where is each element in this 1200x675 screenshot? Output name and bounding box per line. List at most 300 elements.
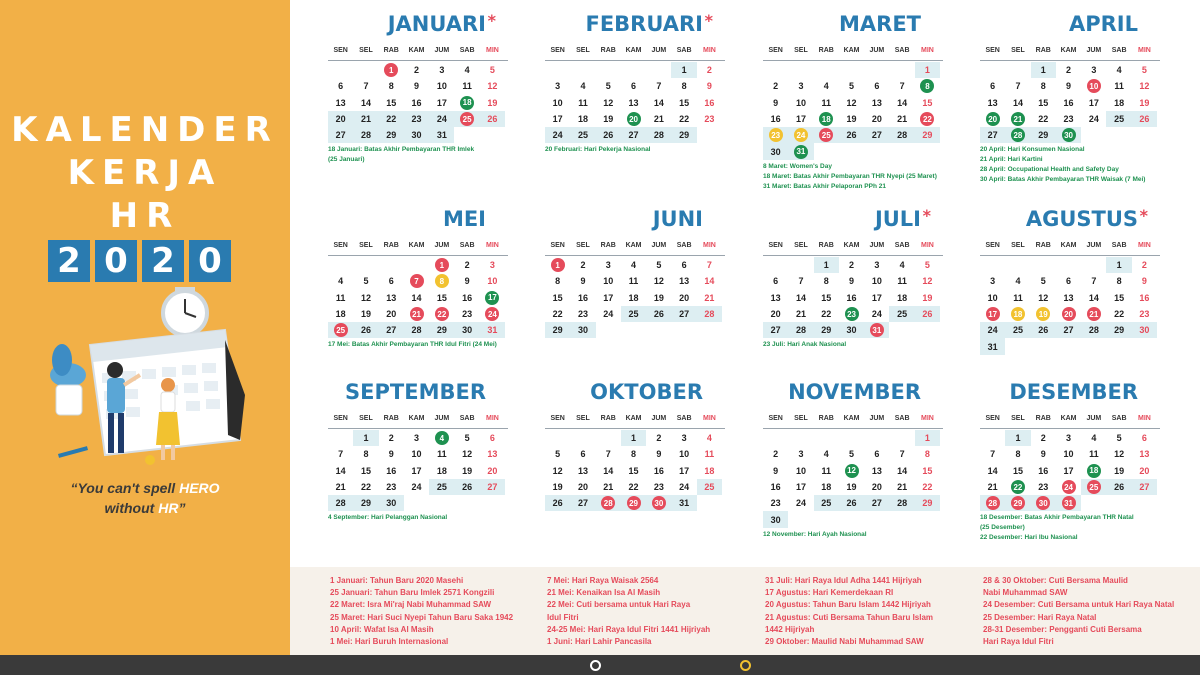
day-cell: 12 [922, 276, 933, 287]
day-cell: 9 [849, 276, 855, 287]
month-februari [545, 10, 725, 155]
day-cell: 30 [763, 511, 788, 527]
red-marked-day: 25 [1087, 480, 1101, 494]
empty-cell [1031, 257, 1056, 273]
day-cell: 17 [552, 114, 563, 125]
green-marked-day: 30 [1062, 128, 1076, 142]
day-cell: 1 [353, 430, 378, 446]
weekday-label: RAB [1035, 47, 1051, 54]
day-cell [454, 111, 479, 127]
note-line: 4 September: Hari Pelanggan Nasional [328, 514, 448, 522]
day-cell: 22 [821, 309, 832, 320]
day-grid [328, 62, 508, 143]
day-cell [480, 306, 505, 322]
weekday-label: SAB [894, 47, 910, 54]
day-cell: 1 [1005, 430, 1030, 446]
day-cell: 24 [411, 482, 422, 493]
day-grid [763, 430, 943, 528]
weekday-label: MIN [486, 242, 499, 249]
day-cell: 13 [871, 465, 882, 476]
empty-cell [353, 257, 378, 273]
day-cell: 7 [706, 260, 712, 271]
empty-cell [545, 62, 570, 78]
day-cell: 9 [1141, 276, 1147, 287]
day-cell: 5 [605, 81, 611, 92]
green-marked-day: 31 [794, 145, 808, 159]
day-cell: 21 [335, 482, 346, 493]
day-cell: 10 [795, 465, 806, 476]
day-cell: 17 [411, 465, 422, 476]
day-cell: 29 [353, 495, 378, 511]
empty-cell [646, 62, 671, 78]
weekday-label: SAB [676, 242, 692, 249]
day-cell: 17 [679, 465, 690, 476]
day-cell: 4 [580, 81, 586, 92]
day-cell: 14 [603, 465, 614, 476]
green-marked-day: 17 [485, 291, 499, 305]
day-cell: 19 [462, 465, 473, 476]
day-cell: 24 [429, 111, 454, 127]
day-cell: 17 [795, 482, 806, 493]
month-notes [763, 340, 943, 350]
day-cell: 24 [679, 482, 690, 493]
holiday-item: 1 Mei: Hari Buruh Internasional [330, 637, 449, 647]
green-marked-day: 4 [435, 431, 449, 445]
red-marked-day: 25 [819, 128, 833, 142]
day-cell: 3 [874, 260, 880, 271]
weekday-label: RAB [1035, 242, 1051, 249]
day-cell [1005, 127, 1030, 143]
yellow-marked-day: 8 [435, 274, 449, 288]
day-cell: 11 [1114, 81, 1124, 92]
month-notes [545, 145, 725, 155]
day-cell: 6 [681, 260, 687, 271]
day-cell: 27 [1132, 479, 1157, 495]
weekday-header [545, 412, 725, 429]
weekday-label: MIN [703, 242, 716, 249]
day-cell: 2 [388, 433, 394, 444]
holiday-item: 29 Oktober: Maulid Nabi Muhammad SAW [765, 637, 924, 647]
weekday-label: SEN [333, 242, 348, 249]
day-cell: 27 [379, 322, 404, 338]
empty-cell [1005, 257, 1030, 273]
day-cell: 5 [656, 260, 662, 271]
day-cell: 20 [1139, 465, 1150, 476]
yellow-marked-day: 19 [1036, 307, 1050, 321]
weekday-label: RAB [818, 242, 834, 249]
day-cell: 15 [821, 292, 832, 303]
day-cell: 3 [1091, 65, 1097, 76]
red-marked-day: 1 [435, 258, 449, 272]
day-cell: 1 [671, 62, 696, 78]
day-cell: 26 [480, 111, 505, 127]
day-cell: 21 [897, 482, 908, 493]
day-cell: 12 [487, 81, 498, 92]
day-cell: 3 [605, 260, 611, 271]
day-cell: 14 [360, 97, 371, 108]
red-marked-day: 1 [384, 63, 398, 77]
empty-cell [404, 257, 429, 273]
day-cell: 8 [1015, 449, 1021, 460]
holiday-item: 22 Maret: Isra Mi'raj Nabi Muhammad SAW [330, 600, 492, 610]
day-cell: 10 [1063, 449, 1074, 460]
day-cell: 17 [795, 114, 806, 125]
holiday-item: Idul Fitri [547, 612, 579, 622]
day-cell: 16 [462, 292, 473, 303]
day-cell: 11 [628, 276, 639, 287]
weekday-label: MIN [486, 47, 499, 54]
weekday-header [980, 44, 1160, 61]
day-cell: 10 [987, 292, 998, 303]
day-cell: 6 [1141, 433, 1147, 444]
day-cell: 29 [671, 127, 696, 143]
empty-cell [328, 257, 353, 273]
day-cell: 7 [1091, 276, 1097, 287]
weekday-label: SAB [1111, 242, 1127, 249]
day-cell: 1 [621, 430, 646, 446]
red-marked-day: 7 [410, 274, 424, 288]
weekday-label: KAM [408, 242, 425, 249]
day-cell [454, 95, 479, 111]
day-cell: 26 [915, 306, 940, 322]
weekday-label: RAB [383, 47, 399, 54]
month-juni [545, 205, 725, 338]
day-cell: 19 [603, 114, 614, 125]
weekday-label: RAB [818, 47, 834, 54]
title-line-3: HR [109, 196, 181, 236]
day-cell [763, 127, 788, 143]
day-cell: 9 [773, 465, 779, 476]
red-marked-day: 25 [460, 112, 474, 126]
empty-cell [980, 430, 1005, 446]
day-cell: 10 [679, 449, 690, 460]
holiday-item: 20 Agustus: Tahun Baru Islam 1442 Hijriyah [765, 600, 931, 610]
month-notes [328, 513, 508, 523]
holiday-column [983, 575, 1188, 648]
quote-highlight-hr: HR [158, 500, 179, 516]
weekday-label: JUM [1086, 242, 1102, 249]
day-cell: 8 [631, 449, 637, 460]
day-cell: 28 [353, 127, 378, 143]
day-cell: 16 [770, 114, 781, 125]
month-title [763, 205, 943, 233]
day-cell: 31 [671, 495, 696, 511]
day-cell: 20 [770, 309, 781, 320]
day-cell: 19 [1114, 465, 1125, 476]
day-cell [1056, 306, 1081, 322]
day-cell [915, 78, 940, 94]
weekday-label: SEL [1011, 242, 1025, 249]
day-cell: 29 [379, 127, 404, 143]
weekday-label: SEL [794, 47, 808, 54]
day-cell [1005, 495, 1030, 511]
day-cell: 28 [646, 127, 671, 143]
day-cell: 1 [1031, 62, 1056, 78]
day-cell [1031, 495, 1056, 511]
weekday-header [763, 44, 943, 61]
day-cell: 8 [681, 81, 687, 92]
day-cell: 30 [404, 127, 429, 143]
day-cell [1056, 495, 1081, 511]
day-cell: 21 [897, 114, 908, 125]
day-cell [545, 257, 570, 273]
day-cell: 9 [1066, 81, 1072, 92]
day-cell: 21 [987, 482, 998, 493]
day-cell: 22 [360, 482, 371, 493]
day-cell: 15 [1114, 292, 1125, 303]
day-cell: 21 [603, 482, 614, 493]
weekday-label: SEL [576, 47, 590, 54]
red-marked-day: 21 [410, 307, 424, 321]
quote-text: ” [178, 500, 186, 516]
red-marked-day: 31 [870, 323, 884, 337]
empty-cell [570, 430, 595, 446]
green-marked-day: 28 [1011, 128, 1025, 142]
weekday-label: KAM [625, 47, 642, 54]
month-juli [763, 205, 943, 350]
day-cell: 22 [679, 114, 690, 125]
weekday-label: SEN [333, 415, 348, 422]
day-cell: 26 [1031, 322, 1056, 338]
weekday-label: SEL [794, 242, 808, 249]
day-cell: 24 [795, 498, 806, 509]
weekday-label: SEL [794, 415, 808, 422]
day-cell: 5 [489, 65, 495, 76]
day-cell: 11 [335, 292, 346, 303]
month-title [980, 10, 1160, 38]
day-cell: 9 [773, 97, 779, 108]
day-cell: 31 [980, 338, 1005, 354]
month-desember [980, 378, 1160, 543]
day-cell: 12 [1114, 449, 1125, 460]
weekday-label: SEL [359, 242, 373, 249]
day-cell: 25 [1005, 322, 1030, 338]
note-line: 18 Maret: Batas Akhir Pembayaran THR Nyepi (25 Maret) [763, 172, 937, 180]
day-cell [328, 322, 353, 338]
day-cell: 2 [464, 260, 470, 271]
red-marked-day: 25 [334, 323, 348, 337]
note-line: (25 Desember) [980, 524, 1025, 532]
month-november [763, 378, 943, 540]
day-cell: 19 [1139, 97, 1150, 108]
day-cell: 4 [631, 260, 637, 271]
empty-cell [763, 62, 788, 78]
weekday-label: KAM [843, 415, 860, 422]
weekday-label: KAM [1060, 242, 1077, 249]
quote [20, 478, 270, 518]
day-cell [839, 306, 864, 322]
month-notes [980, 513, 1160, 543]
empty-cell [788, 257, 813, 273]
day-cell: 14 [897, 465, 908, 476]
holiday-item: 7 Mei: Hari Raya Waisak 2564 [547, 576, 659, 585]
day-cell: 29 [545, 322, 570, 338]
day-cell: 13 [1139, 449, 1150, 460]
day-cell: 17 [603, 292, 614, 303]
weekday-label: JUM [1086, 47, 1102, 54]
weekday-label: SAB [459, 242, 475, 249]
weekday-label: RAB [383, 415, 399, 422]
day-cell: 3 [798, 81, 804, 92]
weekday-label: RAB [600, 47, 616, 54]
day-cell: 4 [464, 65, 470, 76]
day-cell: 25 [814, 495, 839, 511]
day-cell: 11 [1089, 449, 1099, 460]
day-cell: 24 [1088, 114, 1099, 125]
day-cell: 6 [874, 449, 880, 460]
day-cell: 7 [338, 449, 344, 460]
empty-cell [596, 62, 621, 78]
weekday-header [763, 412, 943, 429]
day-cell [814, 127, 839, 143]
month-name: DESEMBER [1009, 380, 1138, 404]
day-cell: 16 [1139, 292, 1150, 303]
weekday-label: JUM [434, 47, 450, 54]
weekday-label: KAM [843, 47, 860, 54]
weekday-label: SEL [576, 242, 590, 249]
day-cell: 26 [839, 495, 864, 511]
day-cell: 14 [897, 97, 908, 108]
day-cell: 7 [363, 81, 369, 92]
day-cell: 7 [798, 276, 804, 287]
day-cell: 6 [489, 433, 495, 444]
month-title [545, 205, 725, 233]
weekday-label: MIN [1138, 242, 1151, 249]
red-marked-day: 22 [435, 307, 449, 321]
note-line: 18 Januari: Batas Akhir Pembayaran THR Imlek [328, 146, 475, 154]
day-cell: 3 [439, 65, 445, 76]
day-cell: 13 [871, 97, 882, 108]
weekday-label: SEN [550, 415, 565, 422]
day-cell: 6 [1066, 276, 1072, 287]
month-title [545, 378, 725, 406]
red-marked-day: 22 [920, 112, 934, 126]
day-cell: 23 [462, 309, 473, 320]
brand-logo-icon [740, 660, 751, 671]
day-cell: 19 [360, 309, 371, 320]
day-cell: 16 [704, 97, 715, 108]
day-cell: 11 [821, 97, 831, 108]
day-cell: 5 [363, 276, 369, 287]
day-cell: 23 [404, 111, 429, 127]
weekday-label: KAM [843, 242, 860, 249]
green-marked-day: 8 [920, 79, 934, 93]
day-cell: 19 [846, 482, 857, 493]
day-cell: 18 [821, 482, 832, 493]
green-marked-day: 18 [819, 112, 833, 126]
day-cell: 26 [596, 127, 621, 143]
weekday-label: MIN [1138, 47, 1151, 54]
day-cell: 29 [429, 322, 454, 338]
empty-cell [788, 430, 813, 446]
holiday-item: 21 Agustus: Cuti Bersama Tahun Baru Islam [765, 612, 934, 622]
holiday-item: 22 Mei: Cuti bersama untuk Hari Raya [547, 600, 691, 610]
green-marked-day: 21 [1011, 112, 1025, 126]
day-cell: 31 [429, 127, 454, 143]
holiday-item: Hari Raya Idul Fitri [983, 637, 1054, 647]
day-cell: 15 [628, 465, 639, 476]
day-grid [980, 430, 1160, 511]
weekday-label: MIN [921, 242, 934, 249]
month-name: MARET [839, 12, 921, 36]
day-cell [429, 306, 454, 322]
weekday-header [980, 412, 1160, 429]
note-line: (25 Januari) [328, 156, 365, 164]
day-cell: 8 [555, 276, 561, 287]
day-cell: 5 [849, 449, 855, 460]
red-marked-day: 28 [601, 496, 615, 510]
day-cell: 27 [864, 495, 889, 511]
month-name: SEPTEMBER [345, 380, 486, 404]
holiday-column [765, 575, 970, 648]
day-cell: 28 [788, 322, 813, 338]
holiday-item: 25 Desember: Hari Raya Natal [983, 612, 1097, 622]
month-notes [328, 145, 508, 165]
weekday-label: KAM [1060, 47, 1077, 54]
day-cell: 3 [489, 260, 495, 271]
day-cell: 21 [653, 114, 664, 125]
day-cell: 4 [1015, 276, 1021, 287]
empty-cell [379, 257, 404, 273]
day-cell: 12 [846, 97, 857, 108]
day-cell: 23 [386, 482, 397, 493]
day-cell: 28 [697, 306, 722, 322]
day-cell: 12 [552, 465, 563, 476]
day-cell: 3 [681, 433, 687, 444]
day-cell: 17 [871, 292, 882, 303]
day-cell: 15 [386, 97, 397, 108]
day-cell: 6 [631, 81, 637, 92]
day-cell: 27 [1056, 322, 1081, 338]
day-cell: 14 [653, 97, 664, 108]
day-cell [404, 306, 429, 322]
holiday-item: Nabi Muhammad SAW [983, 588, 1068, 598]
day-cell: 19 [846, 114, 857, 125]
day-cell: 26 [1132, 111, 1157, 127]
day-cell: 14 [987, 465, 998, 476]
day-cell: 14 [1088, 292, 1099, 303]
day-cell: 30 [454, 322, 479, 338]
green-marked-day: 20 [986, 112, 1000, 126]
day-cell: 19 [922, 292, 933, 303]
day-cell: 4 [338, 276, 344, 287]
day-cell: 14 [795, 292, 806, 303]
day-cell: 8 [823, 276, 829, 287]
day-cell: 21 [704, 292, 715, 303]
note-line: 8 Maret: Women's Day [763, 162, 832, 170]
note-line: 20 Februari: Hari Pekerja Nasional [545, 146, 651, 154]
day-cell: 17 [1088, 97, 1099, 108]
day-cell: 4 [706, 433, 712, 444]
quote-text: “You can't spell [70, 480, 180, 496]
day-cell: 12 [653, 276, 664, 287]
day-cell: 25 [697, 479, 722, 495]
day-cell: 14 [335, 465, 346, 476]
day-cell: 28 [1081, 322, 1106, 338]
day-grid [545, 62, 725, 143]
day-cell: 23 [1038, 482, 1049, 493]
day-cell: 12 [1139, 81, 1150, 92]
day-cell [480, 290, 505, 306]
day-cell [429, 430, 454, 446]
day-cell: 3 [798, 449, 804, 460]
weekday-label: MIN [486, 415, 499, 422]
day-cell: 2 [1141, 260, 1147, 271]
day-grid [980, 62, 1160, 143]
red-marked-day: 28 [986, 496, 1000, 510]
month-name: FEBRUARI [585, 12, 703, 36]
empty-cell [1005, 62, 1030, 78]
